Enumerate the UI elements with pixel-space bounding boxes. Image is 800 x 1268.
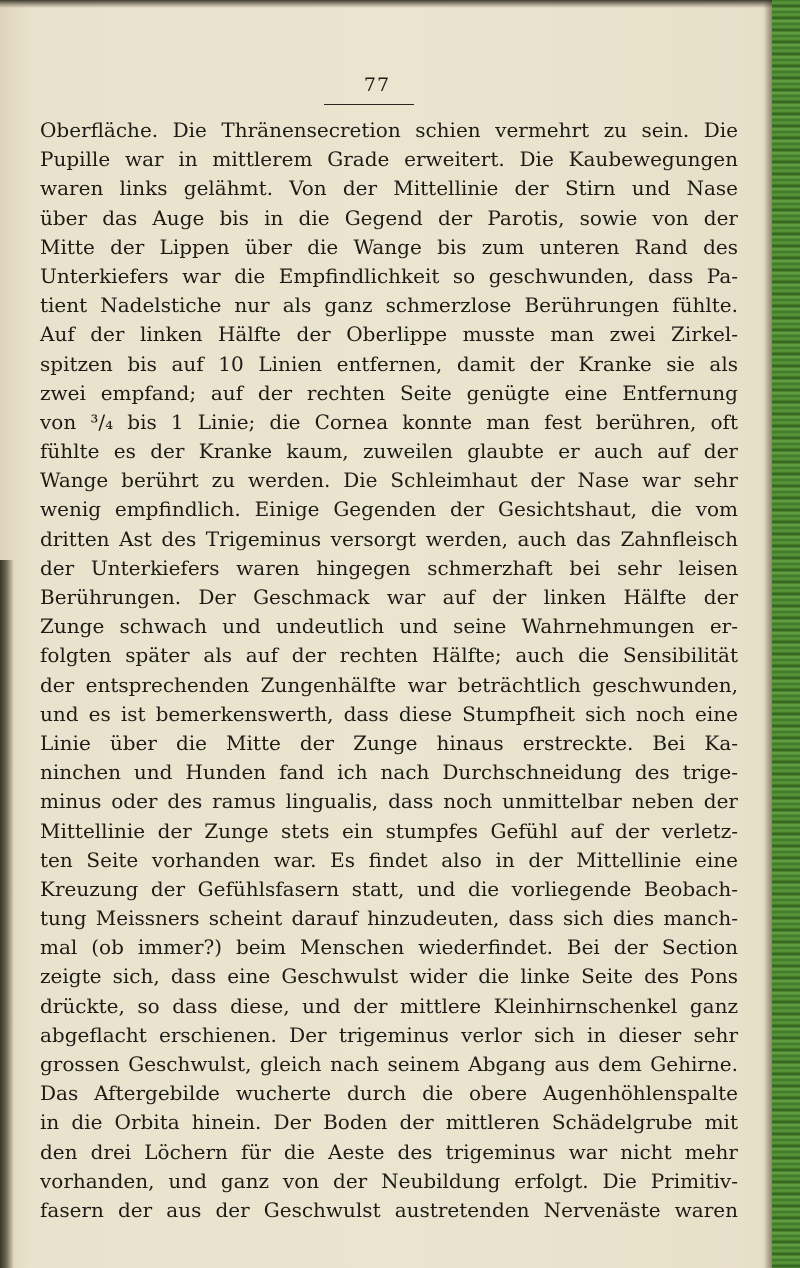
text-line: Berührungen. Der Geschmack war auf der linken Hälfte der [40, 585, 738, 609]
text-line: ninchen und Hunden fand ich nach Durchschneidung des trige- [40, 760, 738, 785]
top-edge-shadow [0, 0, 800, 8]
text-line: den drei Löchern für die Aeste des trigeminus war nicht mehr [40, 1139, 738, 1164]
text-line: von ³/₄ bis 1 Linie; die Cornea konnte man fest berühren, oft [40, 409, 738, 434]
page-number-rule [324, 104, 414, 105]
text-line: Das Aftergebilde wucherte durch die obere Augenhöhlenspalte [40, 1081, 738, 1106]
text-line: minus oder des ramus lingualis, dass noch unmittelbar neben der [40, 789, 738, 814]
text-line: dritten Ast des Trigeminus versorgt werden, auch das Zahnfleisch [40, 526, 738, 551]
text-line: Mitte der Lippen über die Wange bis zum unteren Rand des [40, 234, 738, 259]
text-line: grossen Geschwulst, gleich nach seinem Abgang aus dem Gehirne. [40, 1052, 738, 1076]
text-line: zeigte sich, dass eine Geschwulst wider die linke Seite des Pons [40, 964, 738, 989]
text-line: fühlte es der Kranke kaum, zuweilen glaubte er auch auf der [40, 439, 738, 464]
text-line: und es ist bemerkenswerth, dass diese Stumpfheit sich noch eine [40, 701, 738, 726]
text-line: in die Orbita hinein. Der Boden der mittleren Schädelgrube mit [40, 1110, 738, 1135]
page-number: 77 [363, 74, 391, 96]
text-line: tung Meissners scheint darauf hinzudeuten, dass sich dies manch- [40, 906, 738, 931]
text-line: vorhanden, und ganz von der Neubildung erfolgt. Die Primitiv- [40, 1168, 738, 1193]
text-line: Unterkiefers war die Empfindlichkeit so geschwunden, dass Pa- [40, 263, 738, 288]
text-line: Auf der linken Hälfte der Oberlippe musste man zwei Zirkel- [40, 322, 738, 347]
text-line: Oberfläche. Die Thränensecretion schien vermehrt zu sein. Die [40, 118, 738, 142]
green-binding-strip [772, 0, 800, 1268]
text-line: drückte, so dass diese, und der mittlere Kleinhirnschenkel ganz [40, 993, 738, 1018]
text-line: Wange berührt zu werden. Die Schleimhaut der Nase war sehr [40, 468, 738, 493]
text-line: folgten später als auf der rechten Hälfte; auch die Sensibilität [40, 643, 738, 668]
text-line: tient Nadelstiche nur als ganz schmerzlose Berührungen fühlte. [40, 293, 738, 318]
binding-shadow [764, 0, 772, 1268]
text-line: Kreuzung der Gefühlsfasern statt, und die vorliegende Beobach- [40, 876, 738, 901]
text-line: wenig empfindlich. Einige Gegenden der Gesichtshaut, die vom [40, 497, 738, 522]
text-line: ten Seite vorhanden war. Es findet also in der Mittellinie eine [40, 847, 738, 872]
body-text [40, 116, 738, 1225]
text-line: zwei empfand; auf der rechten Seite genügte eine Entfernung [40, 380, 738, 405]
text-line: Linie über die Mitte der Zunge hinaus erstreckte. Bei Ka- [40, 730, 738, 755]
text-line: fasern der aus der Geschwulst austretenden Nervenäste waren [40, 1197, 738, 1222]
text-line: der entsprechenden Zungenhälfte war beträchtlich geschwunden, [40, 672, 738, 697]
left-page-edge [0, 560, 14, 1268]
text-line: der Unterkiefers waren hingegen schmerzhaft bei sehr leisen [40, 555, 738, 580]
text-line: Mittellinie der Zunge stets ein stumpfes Gefühl auf der verletz- [40, 818, 738, 843]
text-line: über das Auge bis in die Gegend der Parotis, sowie von der [40, 205, 738, 230]
text-line: spitzen bis auf 10 Linien entfernen, damit der Kranke sie als [40, 351, 738, 376]
text-line: Zunge schwach und undeutlich und seine Wahrnehmungen er- [40, 614, 738, 639]
text-line: Pupille war in mittlerem Grade erweitert. Die Kaubewegungen [40, 147, 738, 172]
text-line: waren links gelähmt. Von der Mittellinie der Stirn und Nase [40, 176, 738, 201]
text-line: mal (ob immer?) beim Menschen wiederfindet. Bei der Section [40, 935, 738, 960]
text-line: abgeflacht erschienen. Der trigeminus verlor sich in dieser sehr [40, 1022, 738, 1047]
